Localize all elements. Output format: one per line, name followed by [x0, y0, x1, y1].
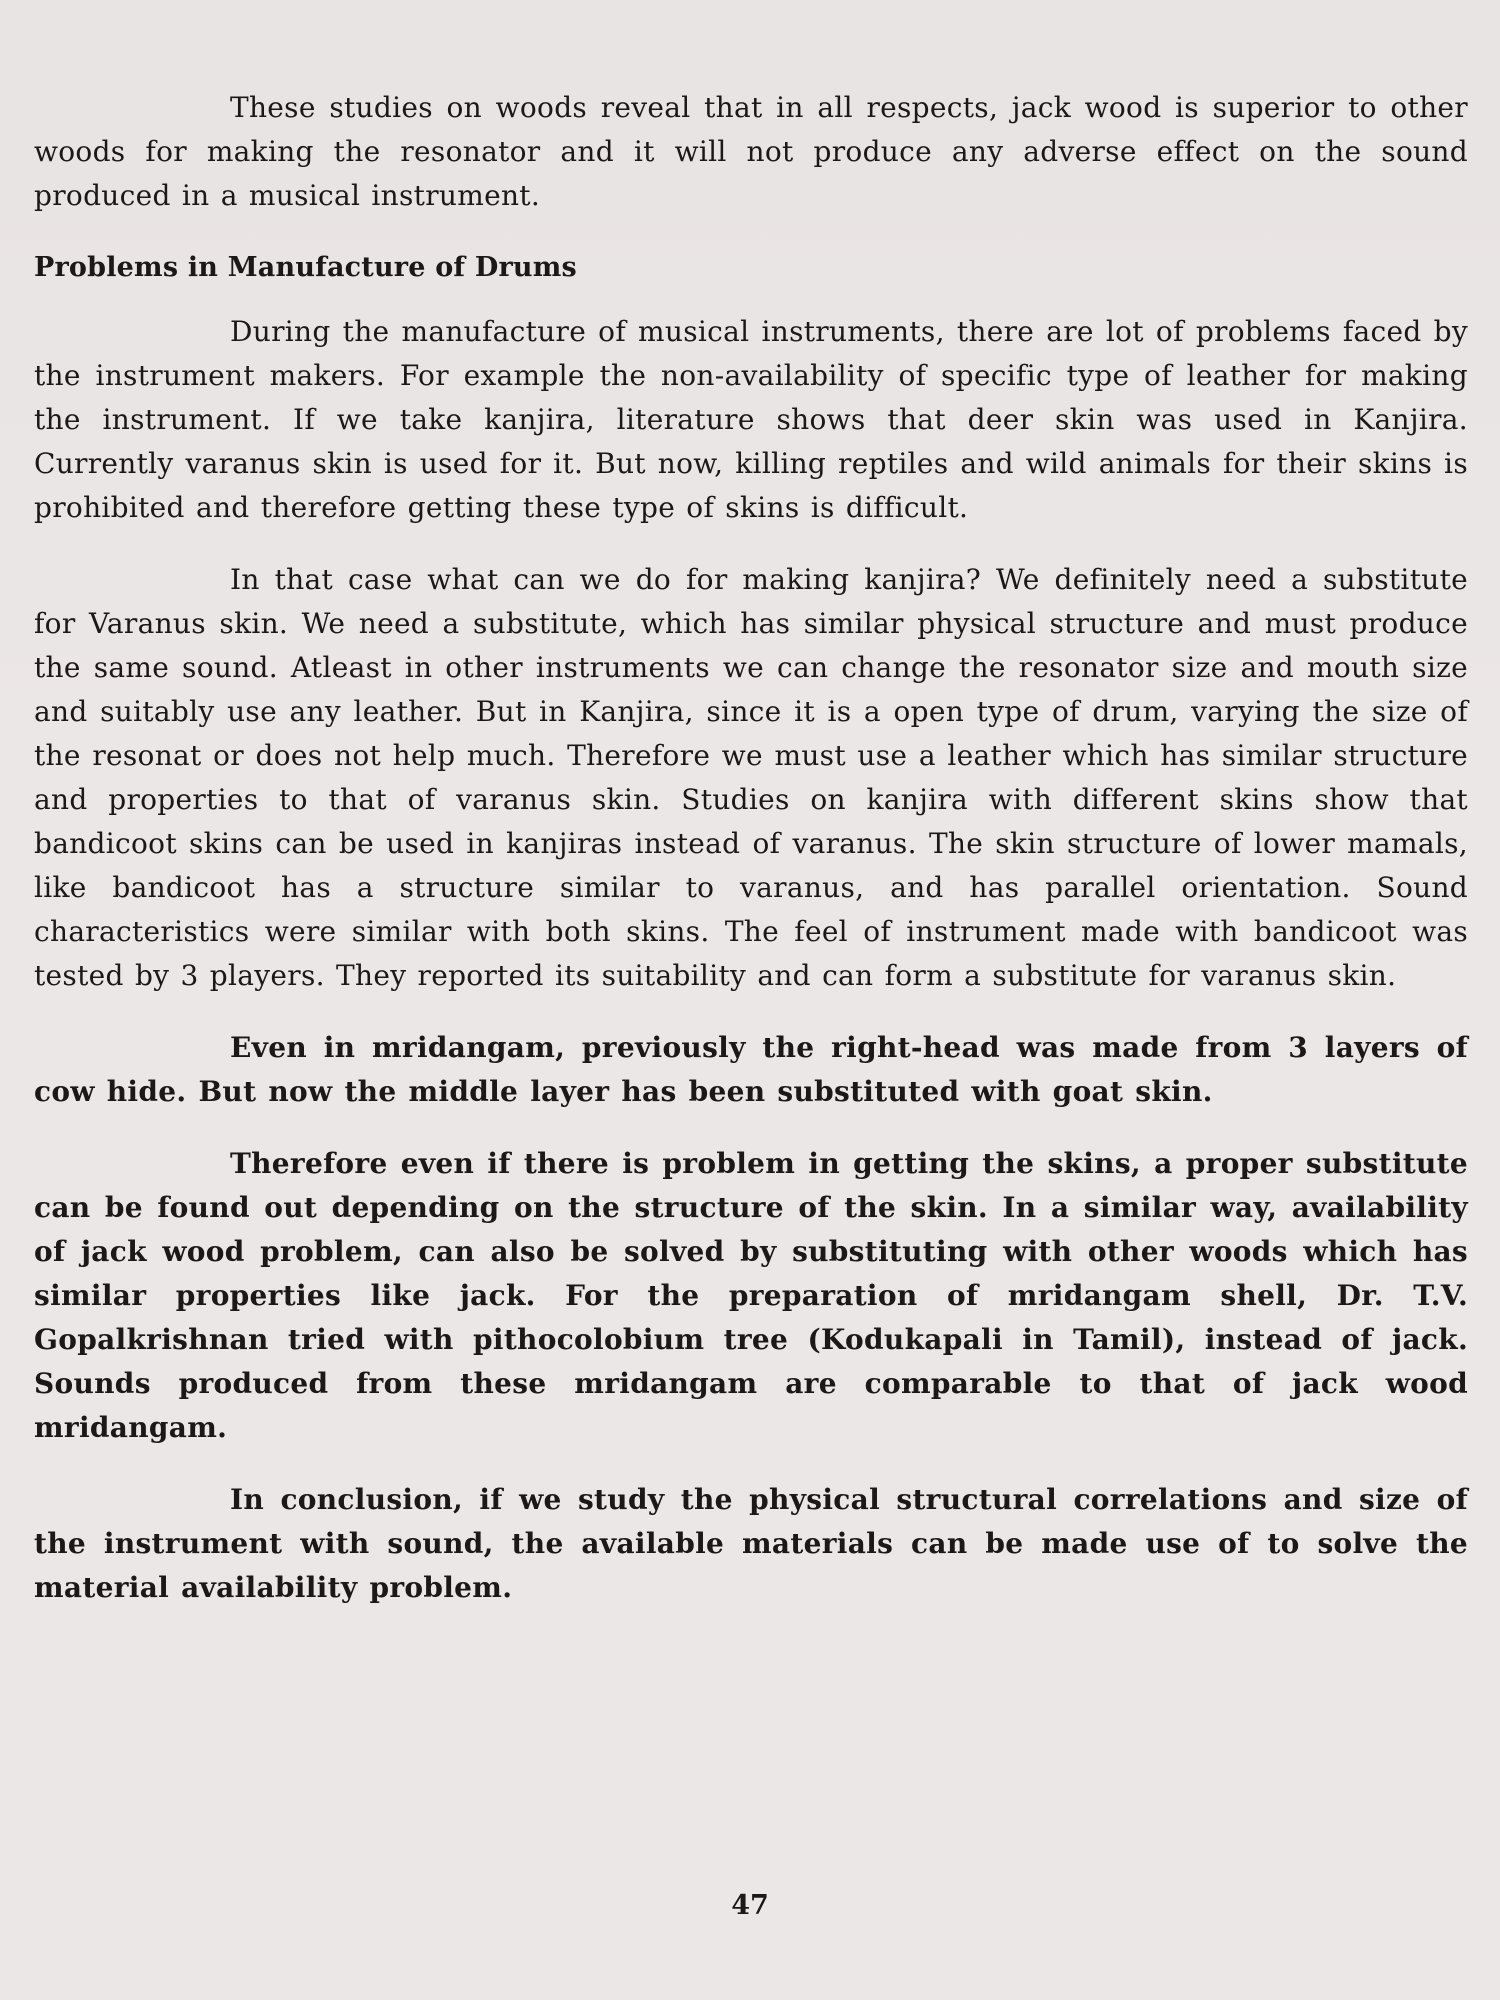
paragraph-mridangam-goat-skin: Even in mridangam, previously the right-head was made from 3 layers of cow hide. But now the middle layer has been substituted with goat skin. [34, 1031, 1468, 1108]
paragraph-kanjira-substitute: In that case what can we do for making kanjira? We definitely need a substitute for Varanus skin. We need a substitute, which has similar physical structure and must produce the same sound. Atleast in other instruments we can change the resonator size and mouth size and suitably use any leather. But in Kanjira, since it is a open type of drum, varying the size of the resonat or does not help much. Therefore we must use a leather which has similar structure and properties to that of varanus skin. Studies on kanjira with different skins show that bandicoot skins can be used in kanjiras instead of varanus. The skin structure of lower mamals, like bandicoot has a structure similar to varanus, and has parallel orientation. Sound characteristics were similar with both skins. The feel of instrument made with bandicoot was tested by 3 players. They reported its suitability and can form a substitute for varanus skin. [34, 563, 1468, 992]
page-number: 47 [731, 1890, 769, 1921]
section-heading: Problems in Manufacture of Drums [34, 252, 577, 283]
paragraph-substitution: Therefore even if there is problem in getting the skins, a proper substitute can be found out depending on the structure of the skin. In a similar way, availability of jack wood problem, can also be solved by substituting with other woods which has similar properties like jack. For the preparation of mridangam shell, Dr. T.V. Gopalkrishnan tried with pithocolobium tree (Kodukapali in Tamil), instead of jack. Sounds produced from these mridangam are comparable to that of jack wood mridangam. [34, 1147, 1468, 1444]
paragraph-conclusion: In conclusion, if we study the physical structural correlations and size of the instrument with sound, the available materials can be made use of to solve the material availability problem. [34, 1483, 1468, 1604]
paragraph-manufacture-problems: During the manufacture of musical instruments, there are lot of problems faced by the instrument makers. For example the non-availability of specific type of leather for making the instrument. If we take kanjira, literature shows that deer skin was used in Kanjira. Currently varanus skin is used for it. But now, killing reptiles and wild animals for their skins is prohibited and therefore getting these type of skins is difficult. [34, 315, 1468, 524]
paragraph-jack-wood-conclusion: These studies on woods reveal that in all respects, jack wood is superior to other woods for making the resonator and it will not produce any adverse effect on the sound produced in a musical instrument. [34, 91, 1468, 212]
